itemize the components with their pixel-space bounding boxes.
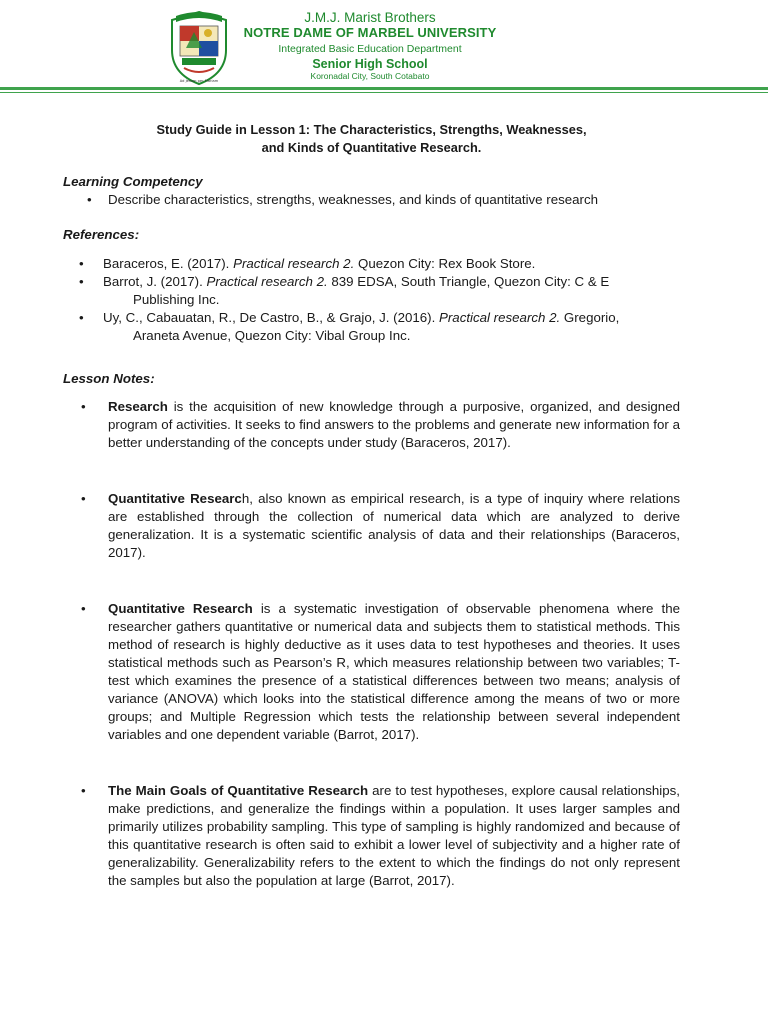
document-title <box>63 121 680 156</box>
title-line-2: and Kinds of Quantitative Research. <box>261 139 482 155</box>
reference-item: • Barrot, J. (2017). Practical research 2. 839 EDSA, South Triangle, Quezon City: C & E Publishing Inc. <box>63 273 680 309</box>
references-heading: References: <box>63 227 140 242</box>
lesson-note-item: • Quantitative Research, also known as empirical research, is a type of inquiry where relations are established through the collection of numerical data which are analyzed to derive generalization. It is a systematic scientific analysis of data and their relationships (Baraceros, 2017). <box>63 490 680 562</box>
header-text <box>236 10 504 82</box>
header-rule-thin <box>0 92 768 93</box>
lesson-notes-list <box>63 398 680 890</box>
references-list <box>63 255 680 345</box>
reference-item: • Uy, C., Cabauatan, R., De Castro, B., & Grajo, J. (2016). Practical research 2. Gregorio, Araneta Avenue, Quezon City: Vibal Group Inc. <box>63 309 680 345</box>
university-seal-logo <box>168 10 230 86</box>
document-header <box>0 0 768 100</box>
header-rule-thick <box>0 87 768 90</box>
school-location: Koronadal City, South Cotabato <box>310 70 430 81</box>
competency-item: • Describe characteristics, strengths, weaknesses, and kinds of quantitative research <box>63 191 680 209</box>
school-name: Senior High School <box>312 56 428 71</box>
header-line-1: J.M.J. Marist Brothers <box>304 10 436 25</box>
lesson-note-item: • The Main Goals of Quantitative Research are to test hypotheses, explore causal relationships, make predictions, and generalize the findings within a population. It uses larger samples and primarily utilizes probability sampling. This type of sampling is highly randomized and because of this quantitative research is often said to exhibit a lower level of subjectivity and a higher rate of generalizability. Generalizability refers to the extent to which the findings do not only represent the samples but also the population at large (Barrot, 2017). <box>63 782 680 890</box>
competency-heading: Learning Competency <box>63 174 203 189</box>
lesson-note-item: • Quantitative Research is a systematic investigation of observable phenomena where the researcher gathers quantitative or numerical data and subjects them to statistical methods. This method of research is highly deductive as it uses data to test hypotheses and theories. It uses statistical methods such as Pearson’s R, which measures relationship between two variables; T-test which examines the presence of a statistical differences between two means; analysis of variance (ANOVA) which looks into the statistical difference among the means of two or more groups; and Multiple Regression which tests the relationship between several independent variables and one dependent variable (Barrot, 2017). <box>63 600 680 744</box>
university-name: NOTRE DAME OF MARBEL UNIVERSITY <box>243 24 497 40</box>
competency-list <box>63 191 680 209</box>
department-name: Integrated Basic Education Department <box>278 43 462 56</box>
note-term: Quantitative Research <box>108 601 253 616</box>
lesson-notes-heading: Lesson Notes: <box>63 371 155 386</box>
note-term: The Main Goals of Quantitative Research <box>108 783 369 798</box>
note-term: Quantitative Researc <box>108 491 242 506</box>
title-line-1: Study Guide in Lesson 1: The Characteristics, Strengths, Weaknesses, <box>156 122 587 137</box>
note-term: Research <box>108 399 168 414</box>
logo-motto: Ad Jesum per Mariam <box>179 79 219 83</box>
document-body <box>63 121 680 890</box>
reference-item: • Baraceros, E. (2017). Practical research 2. Quezon City: Rex Book Store. <box>63 255 680 273</box>
lesson-note-item: • Research is the acquisition of new knowledge through a purposive, organized, and designed program of activities. It seeks to find answers to the problems and generate new information for a better understanding of the concepts under study (Baraceros, 2017). <box>63 398 680 452</box>
